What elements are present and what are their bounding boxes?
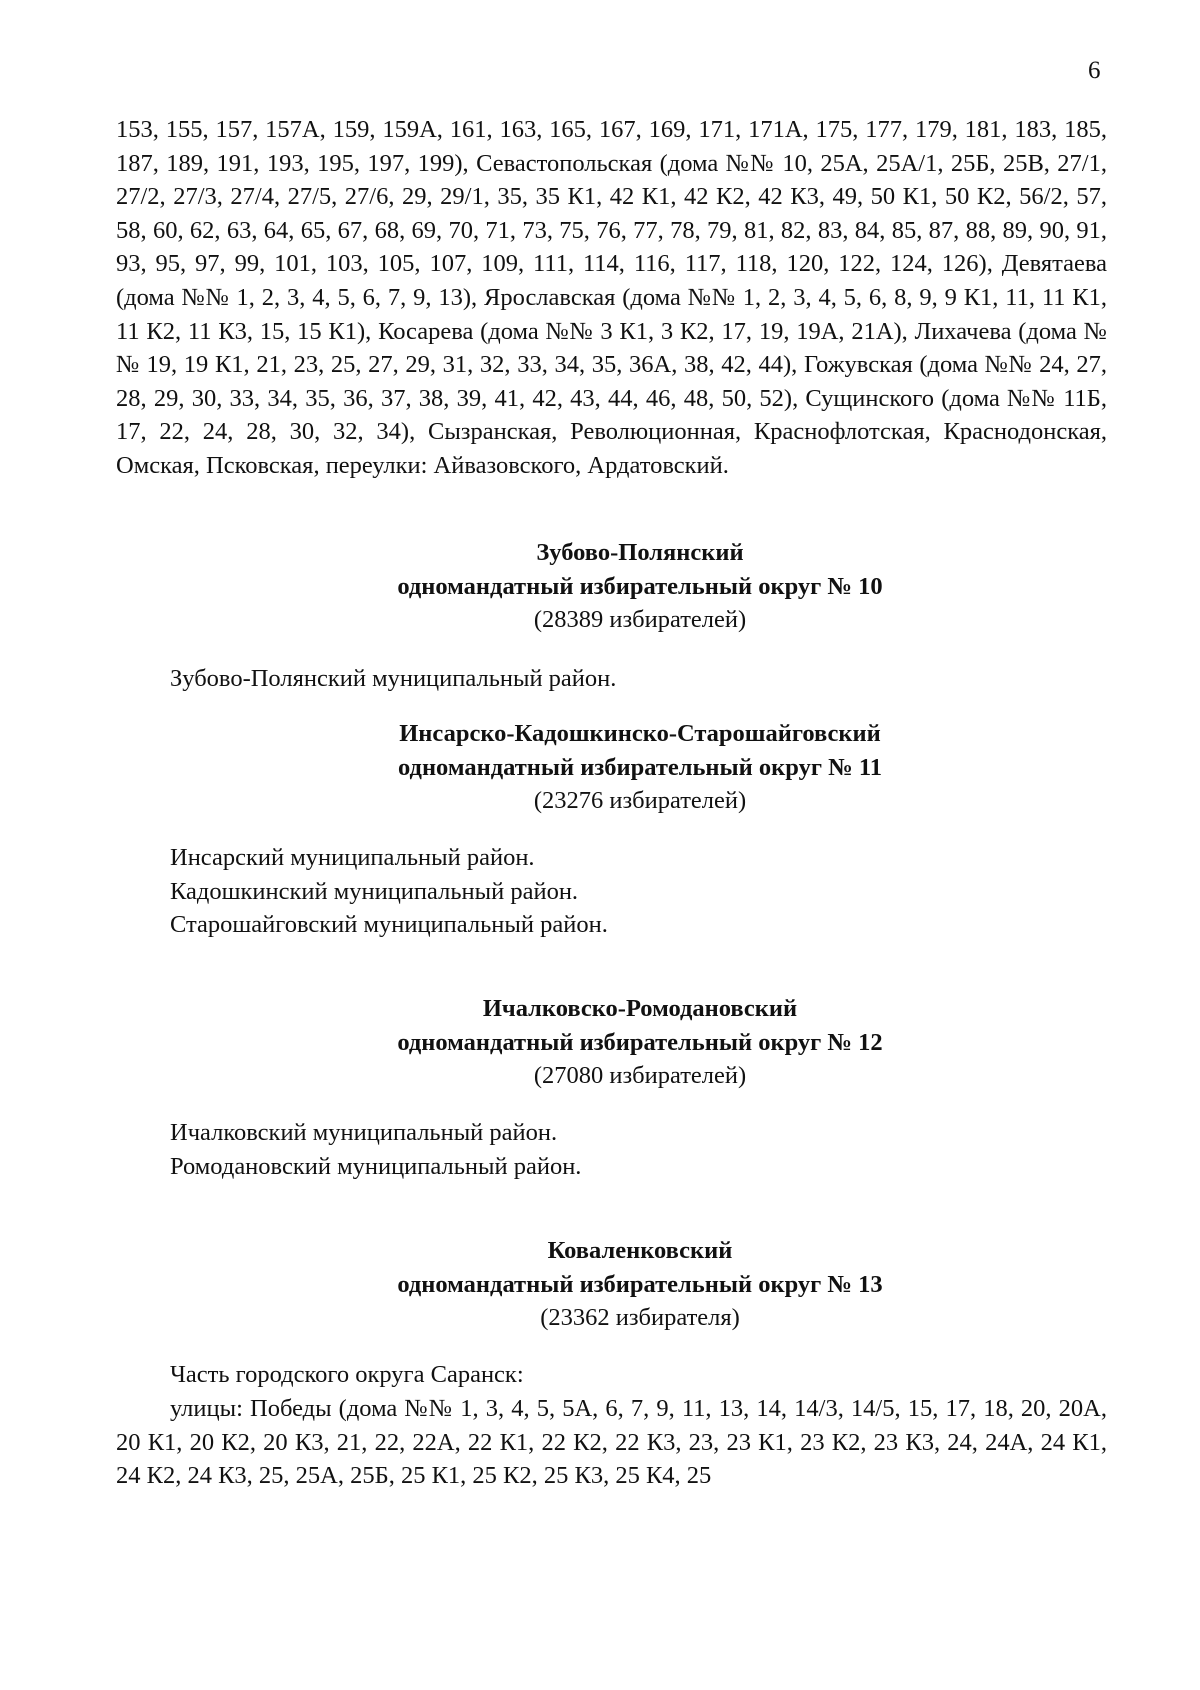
district-line: Часть городского округа Саранск: xyxy=(170,1361,524,1388)
district-body-13 xyxy=(170,1358,1100,1392)
district-name: Зубово-Полянский xyxy=(536,539,744,566)
district-heading-10 xyxy=(230,536,1050,637)
district-voters: (28389 избирателей) xyxy=(533,606,747,634)
district-heading-12 xyxy=(230,992,1050,1093)
district-body-11 xyxy=(170,841,1100,942)
district-voters: (23276 избирателей) xyxy=(533,787,747,815)
district-name: Коваленковский xyxy=(547,1237,733,1264)
district-voters: (27080 избирателей) xyxy=(533,1062,747,1090)
district-heading-11 xyxy=(230,717,1050,818)
district-type: одномандатный избирательный округ № 13 xyxy=(397,1270,883,1298)
district-type: одномандатный избирательный округ № 11 xyxy=(398,753,882,781)
district-heading-13 xyxy=(230,1234,1050,1335)
district-body-10 xyxy=(170,662,1100,696)
district-type: одномандатный избирательный округ № 12 xyxy=(397,1028,883,1056)
district-line: Кадошкинский муниципальный район. xyxy=(170,877,579,905)
district-line: Ичалковский муниципальный район. xyxy=(170,1119,558,1146)
district-line: Старошайговский муниципальный район. xyxy=(170,911,608,939)
intro-paragraph: 153, 155, 157, 157А, 159, 159А, 161, 163, 165, 167, 169, 171, 171А, 175, 177, 179, 181, 183, 185, 187, 189, 191, 193, 195, 197, 199), Севастопольская (дома №№ 10, 25А, 25А/1, 25Б, 25В, 27/1, 27/2, 27/3, 27/4, 27/5, 27/6, 29, 29/1, 35, 35 К1, 42 К1, 42 К2, 42 К3, 49, 50 К1, 50 К2, 56/2, 57, 58, 60, 62, 63, 64, 65, 67, 68, 69, 70, 71, 73, 75, 76, 77, 78, 79, 81, 82, 83, 84, 85, 87, 88, 89, 90, 91, 93, 95, 97, 99, 101, 103, 105, 107, 109, 111, 114, 116, 117, 118, 120, 122, 124, 126), Девятаева (дома №№ 1, 2, 3, 4, 5, 6, 7, 9, 13), Ярославская (дома №№ 1, 2, 3, 4, 5, 6, 8, 9, 9 К1, 11, 11 К1, 11 К2, 11 К3, 15, 15 К1), Косарева (дома №№ 3 К1, 3 К2, 17, 19, 19А, 21А), Лихачева (дома №№ 19, 19 К1, 21, 23, 25, 27, 29, 31, 32, 33, 34, 35, 36А, 38, 42, 44), Гожувская (дома №№ 24, 27, 28, 29, 30, 33, 34, 35, 36, 37, 38, 39, 41, 42, 43, 44, 46, 48, 50, 52), Сущинского (дома №№ 11Б, 17, 22, 24, 28, 30, 32, 34), Сызранская, Революционная, Краснофлотская, Краснодонская, Омская, Псковская, переулки: Айвазовского, Ардатовский. xyxy=(116,116,1107,479)
page-number: 6 xyxy=(1088,57,1101,84)
district-type: одномандатный избирательный округ № 10 xyxy=(397,572,883,600)
district-body-12 xyxy=(170,1116,1100,1183)
district-line: Инсарский муниципальный район. xyxy=(170,844,535,871)
district-line: Ромодановский муниципальный район. xyxy=(170,1152,582,1180)
streets-paragraph: улицы: Победы (дома №№ 1, 3, 4, 5, 5А, 6, 7, 9, 11, 13, 14, 14/3, 14/5, 15, 17, 18, 20, 20А, 20 К1, 20 К2, 20 К3, 21, 22, 22А, 22 К1, 22 К2, 22 К3, 23, 23 К1, 23 К2, 23 К3, 24, 24А, 24 К1, 24 К2, 24 К3, 25, 25А, 25Б, 25 К1, 25 К2, 25 К3, 25 К4, 25 xyxy=(116,1395,1107,1490)
district-name: Инсарско-Кадошкинско-Старошайговский xyxy=(399,720,881,747)
district-voters: (23362 избирателя) xyxy=(540,1304,740,1332)
district-name: Ичалковско-Ромодановский xyxy=(482,995,798,1022)
district-line: Зубово-Полянский муниципальный район. xyxy=(170,665,617,692)
